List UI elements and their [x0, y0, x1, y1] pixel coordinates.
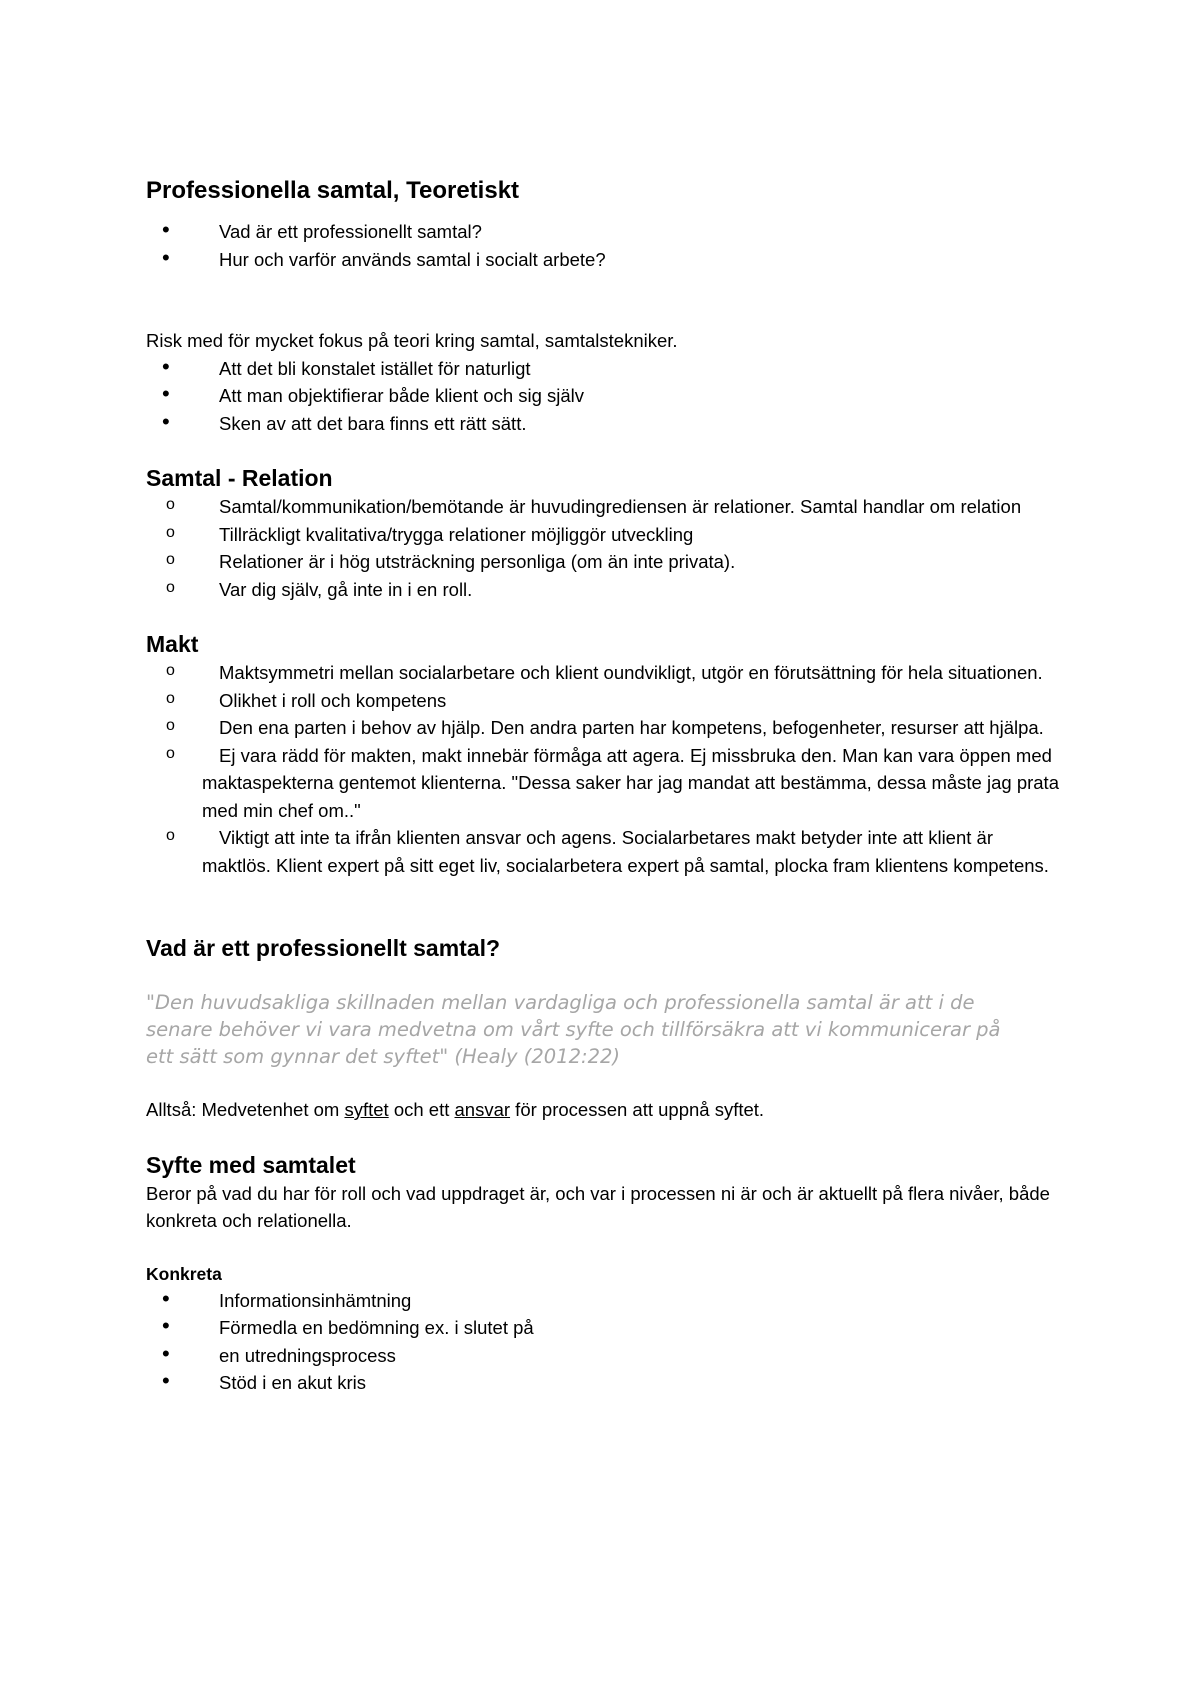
list-item: • Hur och varför används samtal i socialt arbete? [146, 246, 1066, 274]
list-item: • Förmedla en bedömning ex. i slutet på [146, 1314, 1066, 1342]
summary-line [146, 1096, 1066, 1124]
summary-underlined-ansvar: ansvar [454, 1099, 511, 1120]
list-item: • Vad är ett professionellt samtal? [146, 218, 1066, 246]
summary-underlined-syftet: syftet [344, 1099, 389, 1120]
list-item: • Informationsinhämtning [146, 1287, 1066, 1315]
summary-text: Alltså: Medvetenhet om [146, 1099, 345, 1120]
heading-teoretiskt: Professionella samtal, Teoretiskt [146, 177, 520, 204]
list-item: o Viktigt att inte ta ifrån klienten ansvar och agens. Socialarbetares makt betyder inte att klient är maktlös. Klient expert på sitt eget liv, socialarbetera expert på samtal, plocka fram klientens kompetens. [146, 824, 1066, 879]
list-risk [146, 355, 1066, 438]
list-makt [146, 659, 1066, 879]
syfte-text: Beror på vad du har för roll och vad uppdraget är, och var i processen ni är och är aktuellt på flera nivåer, både konkreta och relationella. [146, 1182, 1050, 1231]
list-item: o Olikhet i roll och kompetens [146, 687, 1066, 715]
list-relation [146, 493, 1066, 603]
list-item: • Att det bli konstalet istället för naturligt [146, 355, 1066, 383]
list-item: o Samtal/kommunikation/bemötande är huvudingrediensen är relationer. Samtal handlar om relation [146, 493, 1066, 521]
risk-intro: Risk med för mycket fokus på teori kring samtal, samtalstekniker. [146, 330, 678, 351]
list-item: • Att man objektifierar både klient och sig själv [146, 382, 1066, 410]
list-konkreta [146, 1287, 1066, 1397]
list-item: o Den ena parten i behov av hjälp. Den andra parten har kompetens, befogenheter, resurser att hjälpa. [146, 714, 1066, 742]
heading-relation: Samtal - Relation [146, 465, 333, 491]
heading-makt: Makt [146, 631, 199, 657]
list-item: • en utredningsprocess [146, 1342, 1066, 1370]
list-teoretiskt [146, 218, 1066, 273]
heading-syfte: Syfte med samtalet [146, 1151, 356, 1178]
summary-text: för processen att uppnå syftet. [510, 1099, 765, 1120]
heading-konkreta: Konkreta [146, 1263, 222, 1284]
list-item: o Tillräckligt kvalitativa/trygga relationer möjliggör utveckling [146, 521, 1066, 549]
list-item: o Ej vara rädd för makten, makt innebär förmåga att agera. Ej missbruka den. Man kan vara öppen med maktaspekterna gentemot klienterna. "Dessa saker har jag mandat att bestämma, dessa måste jag prata med min chef om.." [146, 742, 1066, 825]
heading-professionellt: Vad är ett professionellt samtal? [146, 935, 501, 961]
list-item: • Sken av att det bara finns ett rätt sätt. [146, 410, 1066, 438]
document-content [146, 176, 1066, 1397]
list-item: • Stöd i en akut kris [146, 1369, 1066, 1397]
list-item: o Var dig själv, gå inte in i en roll. [146, 576, 1066, 604]
list-item: o Maktsymmetri mellan socialarbetare och klient oundvikligt, utgör en förutsättning för hela situationen. [146, 659, 1066, 687]
healy-quote: "Den huvudsakliga skillnaden mellan vardagliga och professionella samtal är att i de senare behöver vi vara medvetna om vårt syfte och tillförsäkra att vi kommunicerar på ett sätt som gynnar det syftet" (Healy (2012:22) [146, 991, 1001, 1068]
list-item: o Relationer är i hög utsträckning personliga (om än inte privata). [146, 548, 1066, 576]
summary-text: och ett [388, 1099, 455, 1120]
